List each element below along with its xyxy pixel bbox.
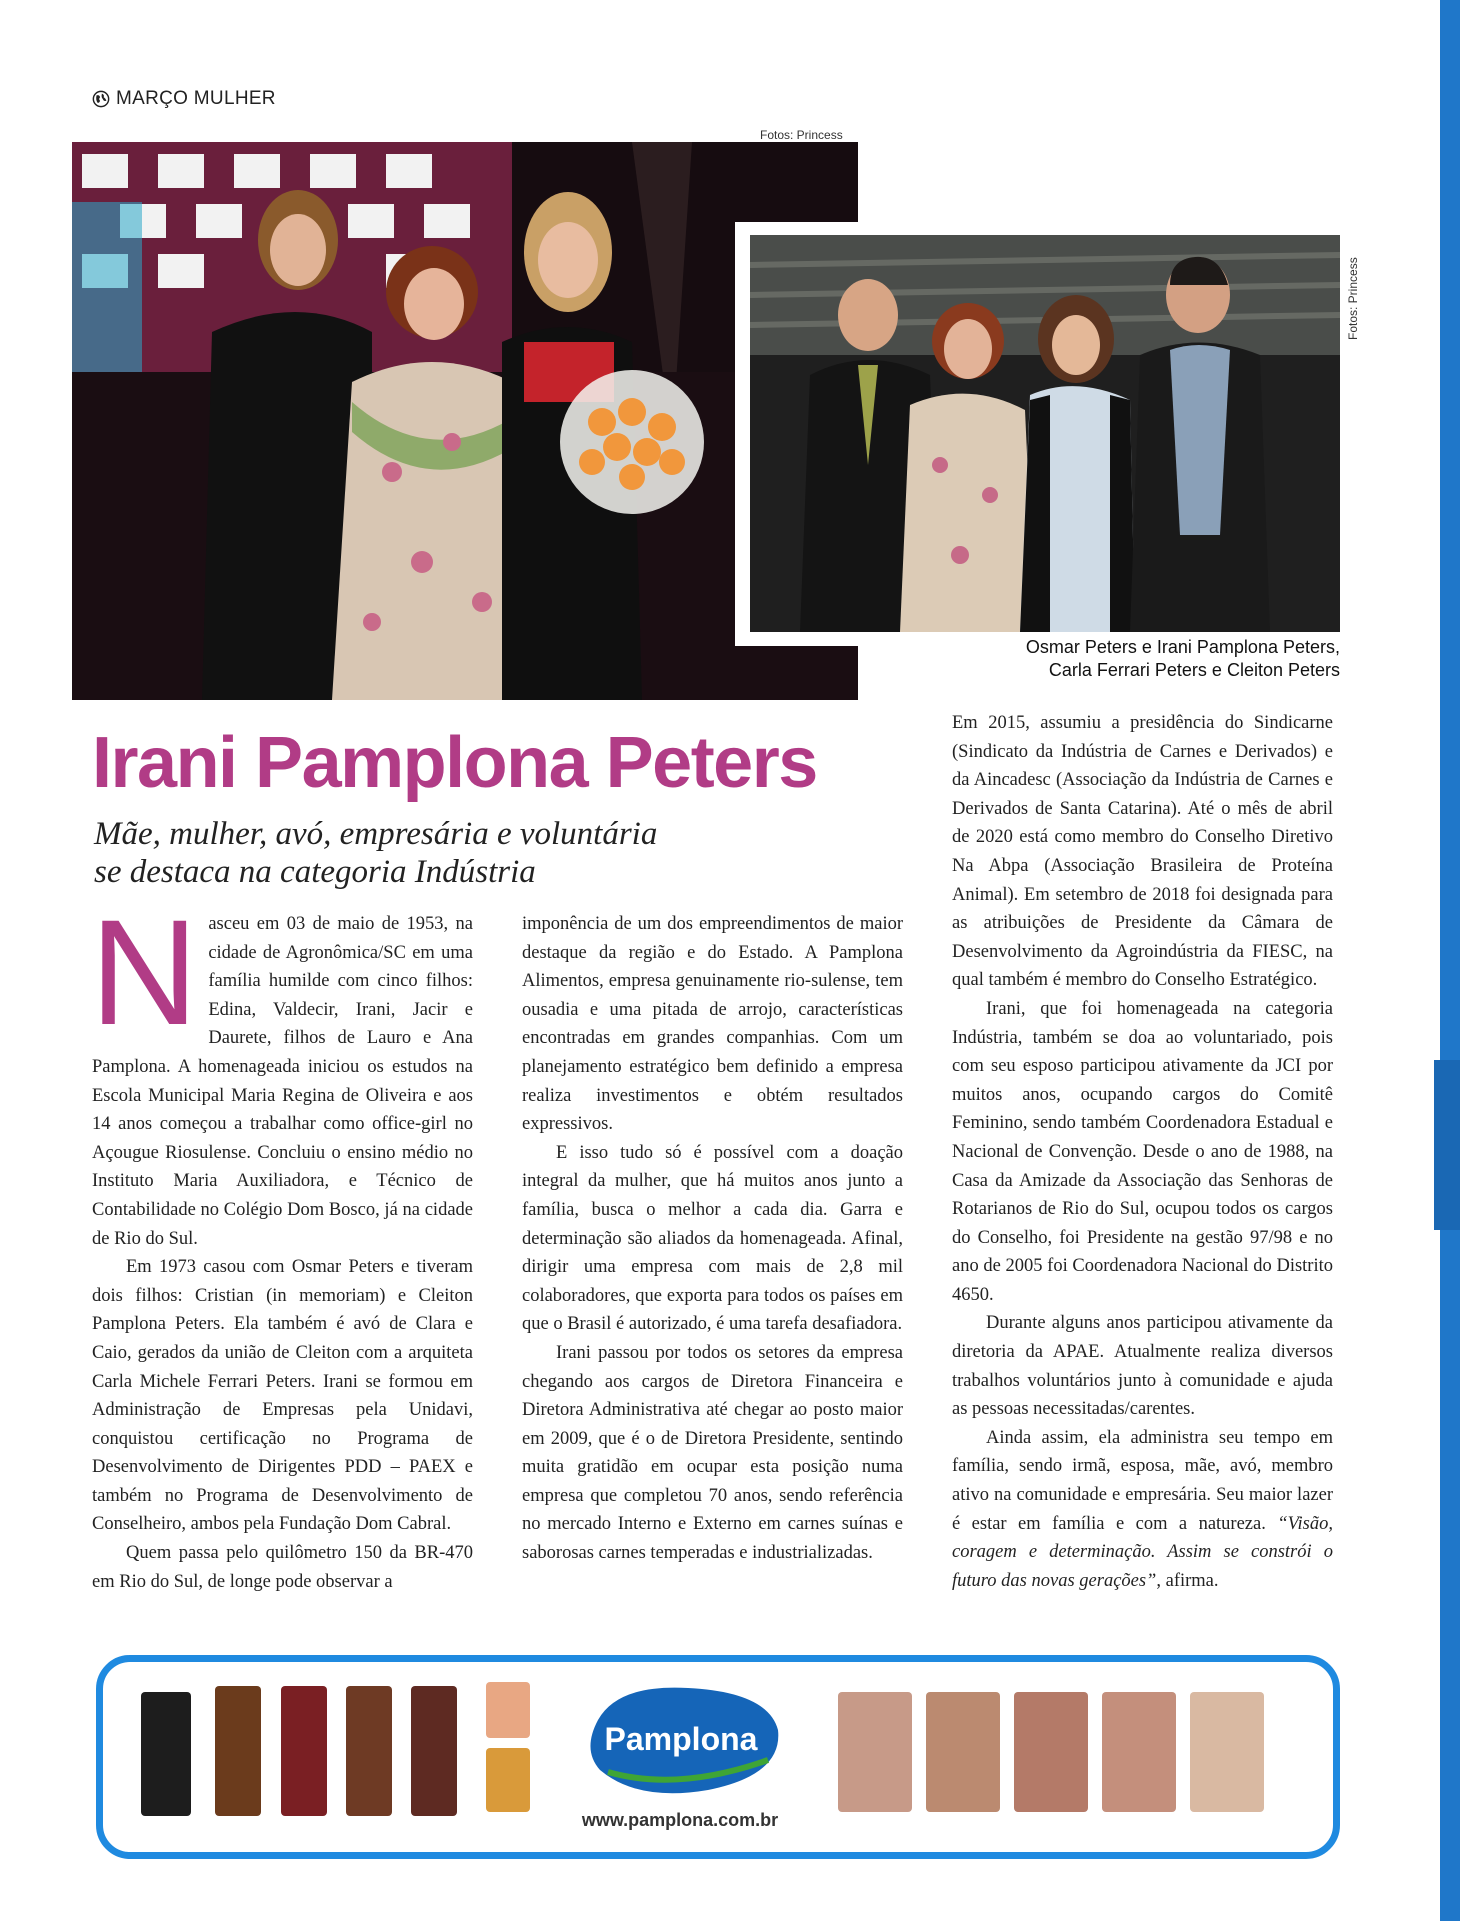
photo-2-caption: Osmar Peters e Irani Pamplona Peters, Carla Ferrari Peters e Cleiton Peters xyxy=(1025,637,1340,680)
paragraph: Em 2015, assumiu a presidência do Sindicarne (Sindicato da Indústria de Carnes e Derivados) e da Aincadesc (Associação da Indústria de Carnes e Derivados de Santa Catarina). Até o mês de abril de 2020 está como membro do Conselho Diretivo Na Abpa (Associação Brasileira de Proteína Animal). Em setembro de 2018 foi designada para as atribuições de Presidente da Câmara de Desenvolvimento da Agroindústria da FIESC, na qual também é membro do Conselho Estratégico. xyxy=(952,713,1333,991)
product-package xyxy=(215,1686,261,1816)
product-package xyxy=(486,1748,530,1812)
meat-tray xyxy=(1014,1692,1088,1812)
paragraph: Nasceu em 03 de maio de 1953, na cidade de Agronômica/SC em uma família humilde com cinco filhos: Edina, Valdecir, Irani, Jacir e Daurete, filhos de Lauro e Ana Pamplona. A homenageada iniciou os estudos na Escola Municipal Maria Regina de Oliveira e aos 14 anos começou a trabalhar como office-girl no Açougue Riosulense. Concluiu o ensino médio no Instituto Maria Auxiliadora, e Técnico de Contabilidade no Colégio Dom Bosco, já na cidade de Rio do Sul. xyxy=(90,888,473,1249)
paragraph: Ainda assim, ela administra seu tempo em família, sendo irmã, esposa, mãe, avó, membro ativo na comunidade e empresária. Seu maior lazer é estar em família e com a natureza. “Visão, coragem e determinação. Assim se constrói o futuro das novas gerações”, afirma. xyxy=(952,1427,1334,1591)
paragraph: Em 1973 casou com Osmar Peters e tiveram dois filhos: Cristian (in memoriam) e Cleiton Pamplona Peters. Ela também é avó de Clara e Caio, gerados da união de Cleiton com a arquiteta Carla Michele Ferrari Peters. Irani se formou em Administração de Empresas pela Unidavi, conquistou certificação no Programa de Desenvolvimento de Dirigentes PDD – PAEX e também no Programa de Desenvolvimento de Conselheiro, ambos pela Fundação Dom Cabral. xyxy=(92,1257,473,1535)
article-column-1 xyxy=(90,888,473,1596)
product-package xyxy=(346,1686,392,1816)
pamplona-logo[interactable] xyxy=(578,1680,784,1798)
product-package xyxy=(281,1686,327,1816)
photo-credit: Fotos: Princess xyxy=(760,128,843,142)
meat-tray xyxy=(1102,1692,1176,1812)
meat-tray xyxy=(926,1692,1000,1812)
article-column-3 xyxy=(952,709,1333,1595)
paragraph: imponência de um dos empreendimentos de maior destaque da região e do Estado. A Pamplona Alimentos, empresa genuinamente rio-sulense, tem ousadia e uma pitada de arrojo, características encontradas em grandes companhias. Com um planejamento estratégico bem definido a empresa realiza investimentos e obtém resultados expressivos. xyxy=(522,914,903,1135)
event-photo-2 xyxy=(750,235,1340,632)
article-subtitle: Mãe, mulher, avó, empresária e voluntária se destaca na categoria Indústria xyxy=(94,816,658,890)
globe-icon xyxy=(92,90,110,108)
article-column-2 xyxy=(522,910,903,1568)
product-package xyxy=(411,1686,457,1816)
photo-credit-vertical: Fotos: Princess xyxy=(1346,257,1360,340)
meat-tray xyxy=(1190,1692,1264,1812)
pamplona-logo-text: Pamplona xyxy=(604,1721,758,1757)
drop-cap: N xyxy=(90,888,199,1056)
article-title: Irani Pamplona Peters xyxy=(92,723,817,803)
section-title: MARÇO MULHER xyxy=(116,88,276,109)
paragraph: E isso tudo só é possível com a doação integral da mulher, que há muitos anos junto a família, busca o melhor a cada dia. Garra e determinação são aliados da homenageada. Afinal, dirigir uma empresa com mais de 2,8 mil colaboradores, que exporta para todos os países em que o Brasil é autorizado, é uma tarefa desafiadora. xyxy=(522,1142,903,1335)
page-edge-tab xyxy=(1434,1060,1460,1230)
product-package xyxy=(141,1692,191,1816)
paragraph: Irani passou por todos os setores da empresa chegando aos cargos de Diretora Financeira e Diretora Administrativa até chegar ao posto maior em 2009, que é o de Diretora Presidente, sentindo muita gratidão em ocupar esta posição numa empresa que completou 70 anos, sendo referência no mercado Interno e Externo em carnes suínas e saborosas carnes temperadas e industrializadas. xyxy=(522,1342,903,1564)
page-edge-bar xyxy=(1440,0,1460,1921)
meat-tray xyxy=(838,1692,912,1812)
section-header xyxy=(92,88,276,110)
paragraph: Durante alguns anos participou ativamente da diretoria da APAE. Atualmente realiza diversos trabalhos voluntários junto à comunidade e ajuda as pessoas necessitadas/carentes. xyxy=(952,1313,1333,1420)
product-package xyxy=(486,1682,530,1738)
event-photo-2-scene xyxy=(750,235,1340,632)
paragraph: Irani, que foi homenageada na categoria Indústria, também se doa ao voluntariado, pois com seu esposo participou ativamente da JCI por muitos anos, ocupando cargos do Comitê Feminino, sendo também Coordenadora Estadual e Nacional de Convenção. Desde o ano de 1988, na Casa da Amizade da Associação das Senhoras de Rotarianos de Rio do Sul, ocupou todos os cargos do Conselho, foi Presidente na gestão 97/98 e no ano de 2005 foi Coordenadora Nacional do Distrito 4650. xyxy=(952,998,1333,1305)
paragraph: Quem passa pelo quilômetro 150 da BR-470 em Rio do Sul, de longe pode observar a xyxy=(92,1543,473,1592)
ad-website-link[interactable]: www.pamplona.com.br xyxy=(581,1810,779,1830)
closing-quote: “Visão, coragem e determinação. Assim se constrói o futuro das novas gerações” xyxy=(952,1513,1334,1591)
